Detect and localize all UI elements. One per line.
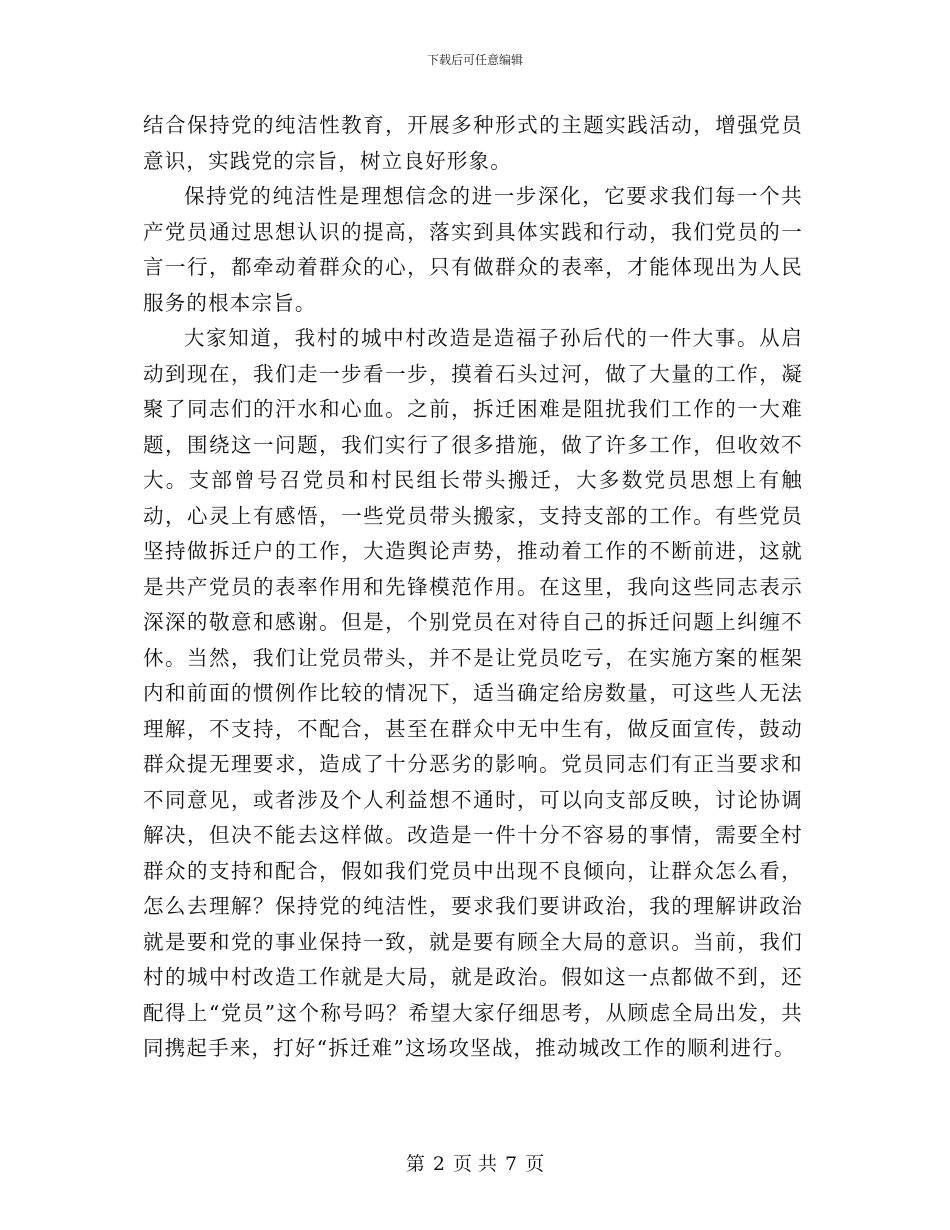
footer-middle: 页 共 xyxy=(452,1153,498,1175)
page-footer xyxy=(0,1152,950,1176)
footer-prefix: 第 xyxy=(405,1153,425,1175)
document-body xyxy=(143,108,803,1067)
header-text: 下载后可任意编辑 xyxy=(426,53,523,67)
footer-current-page: 2 xyxy=(432,1153,445,1175)
paragraph-3: 大家知道，我村的城中村改造是造福子孙后代的一件大事。从启动到现在，我们走一步看一步，摸着石头过河，做了大量的工作，凝聚了同志们的汗水和心血。之前，拆迁困难是阻扰我们工作的一大难题，围绕这一问题，我们实行了很多措施，做了许多工作，但收效不大。支部曾号召党员和村民组长带头搬迁，大多数党员思想上有触动，心灵上有感悟，一些党员带头搬家，支持支部的工作。有些党员坚持做拆迁户的工作，大造舆论声势，推动着工作的不断前进，这就是共产党员的表率作用和先锋模范作用。在这里，我向这些同志表示深深的敬意和感谢。但是，个别党员在对待自己的拆迁问题上纠缠不休。当然，我们让党员带头，并不是让党员吃亏，在实施方案的框架内和前面的惯例作比较的情况下，适当确定给房数量，可这些人无法理解，不支持，不配合，甚至在群众中无中生有，做反面宣传，鼓动群众提无理要求，造成了十分恶劣的影响。党员同志们有正当要求和不同意见，或者涉及个人利益想不通时，可以向支部反映，讨论协调解决，但决不能去这样做。改造是一件十分不容易的事情，需要全村群众的支持和配合，假如我们党员中出现不良倾向，让群众怎么看，怎么去理解？保持党的纯洁性，要求我们要讲政治，我的理解讲政治就是要和党的事业保持一致，就是要有顾全大局的意识。当前，我们村的城中村改造工作就是大局，就是政治。假如这一点都做不到，还配得上“党员”这个称号吗？希望大家仔细思考，从顾虑全局出发，共同携起手来，打好“拆迁难”这场攻坚战，推动城改工作的顺利进行。 xyxy=(143,326,803,1060)
paragraph-2: 保持党的纯洁性是理想信念的进一步深化，它要求我们每一个共产党员通过思想认识的提高，落实到具体实践和行动，我们党员的一言一行，都牵动着群众的心，只有做群众的表率，才能体现出为人民服务的根本宗旨。 xyxy=(143,184,803,315)
paragraph-1: 结合保持党的纯洁性教育，开展多种形式的主题实践活动，增强党员意识，实践党的宗旨，树立良好形象。 xyxy=(143,113,803,173)
page-header xyxy=(0,52,950,68)
footer-total-pages: 7 xyxy=(505,1153,518,1175)
footer-suffix: 页 xyxy=(525,1153,545,1175)
